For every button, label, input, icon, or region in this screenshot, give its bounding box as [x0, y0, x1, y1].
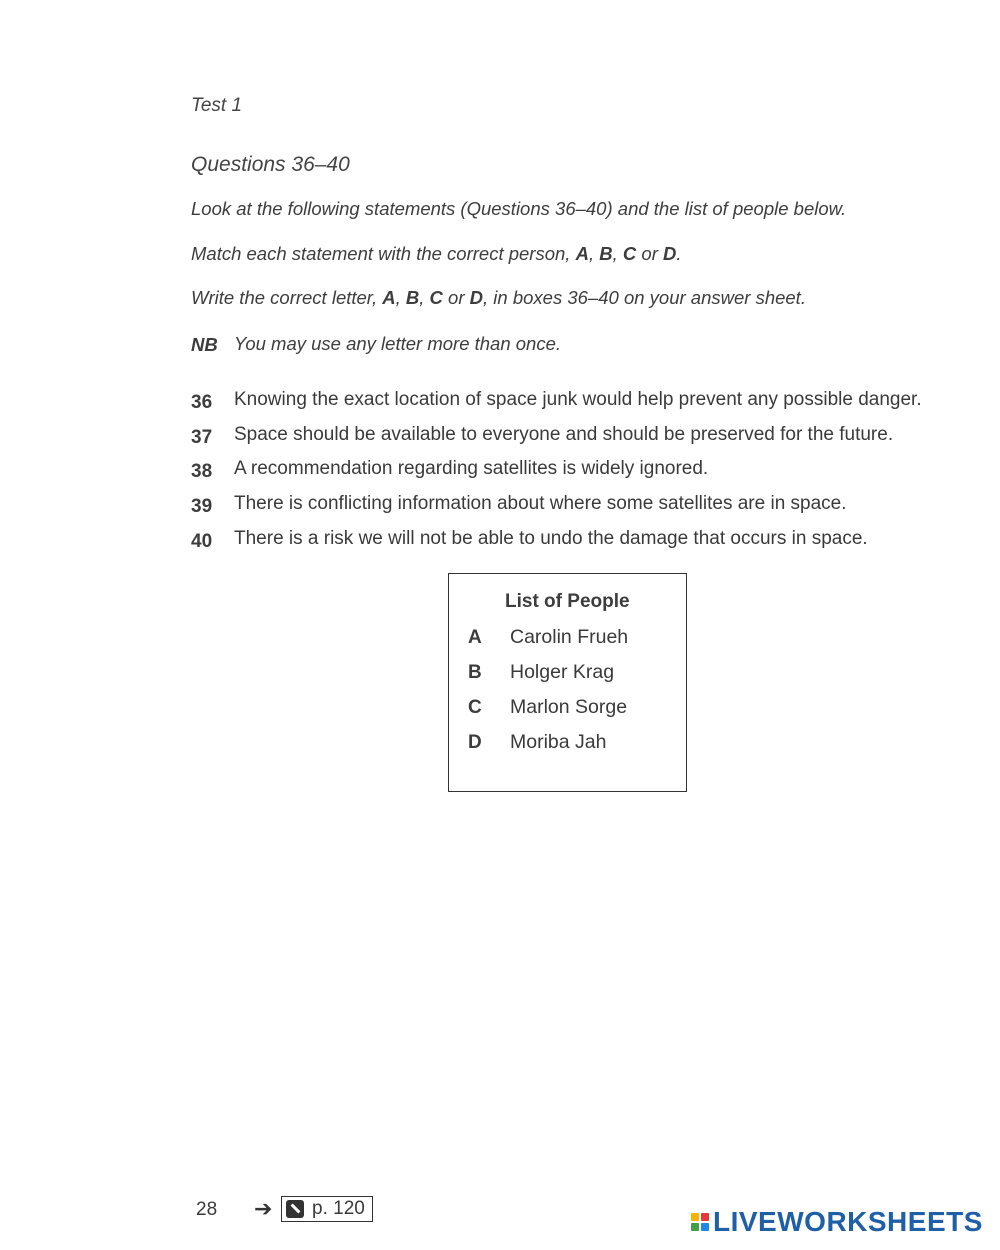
instruction-letter: B: [405, 287, 420, 308]
instruction-letter: A: [575, 243, 589, 264]
arrow-right-icon: ➔: [254, 1196, 273, 1221]
instruction-letter: D: [469, 287, 484, 308]
liveworksheets-logo: [691, 1206, 983, 1238]
instruction-text: ,: [612, 243, 623, 264]
statement-text: There is conflicting information about where some satellites are in space.: [234, 493, 847, 514]
instruction-letter: C: [429, 287, 443, 308]
instruction-line-2: [191, 243, 682, 265]
answer-key-reference: [281, 1196, 373, 1222]
statement-number: 39: [191, 496, 213, 517]
instruction-text: Match each statement with the correct person,: [191, 243, 576, 264]
instruction-letter: B: [599, 243, 613, 264]
pencil-icon: [286, 1200, 304, 1218]
instruction-line-1: [191, 198, 846, 220]
statement-text: Knowing the exact location of space junk would help prevent any possible danger.: [234, 389, 922, 410]
statement-number: 37: [191, 427, 213, 448]
people-box-title: List of People: [505, 591, 630, 612]
person-letter: D: [468, 732, 482, 753]
test-header: Test 1: [191, 95, 243, 116]
instruction-text: Look at the following statements (Questions 36–40) and the list of people below.: [191, 198, 847, 219]
nb-note: You may use any letter more than once.: [234, 333, 562, 354]
statement-text: A recommendation regarding satellites is widely ignored.: [234, 458, 709, 479]
statement-number: 40: [191, 531, 213, 552]
person-letter: C: [468, 697, 482, 718]
statement-text: Space should be available to everyone and should be preserved for the future.: [234, 424, 894, 445]
instruction-letter: A: [382, 287, 396, 308]
brand-name: LIVEWORKSHEETS: [713, 1206, 983, 1237]
person-name: Moriba Jah: [510, 731, 607, 753]
instruction-letter: D: [663, 243, 677, 264]
reference-page-text: p. 120: [312, 1198, 365, 1219]
nb-label: NB: [191, 334, 218, 355]
statement-number: 36: [191, 392, 213, 413]
instruction-text: or: [442, 287, 470, 308]
instruction-letter: C: [622, 243, 637, 264]
person-name: Carolin Frueh: [510, 626, 629, 648]
question-range-heading: Questions 36–40: [191, 153, 350, 176]
instruction-line-3: [191, 287, 806, 309]
person-name: Holger Krag: [510, 661, 615, 683]
instruction-text: or: [636, 243, 663, 264]
statement-number: 38: [191, 461, 213, 482]
statement-text: There is a risk we will not be able to undo the damage that occurs in space.: [234, 528, 868, 549]
brand-logo-icon: [691, 1213, 709, 1231]
page-number: 28: [196, 1199, 218, 1220]
instruction-text: ,: [395, 287, 406, 308]
instruction-text: Write the correct letter,: [191, 287, 383, 308]
person-name: Marlon Sorge: [510, 696, 628, 718]
instruction-text: ,: [419, 287, 430, 308]
person-letter: A: [468, 627, 482, 648]
person-letter: B: [468, 662, 482, 683]
instruction-text: .: [676, 243, 682, 264]
instruction-text: ,: [588, 243, 600, 264]
instruction-text: , in boxes 36–40 on your answer sheet.: [483, 287, 806, 308]
